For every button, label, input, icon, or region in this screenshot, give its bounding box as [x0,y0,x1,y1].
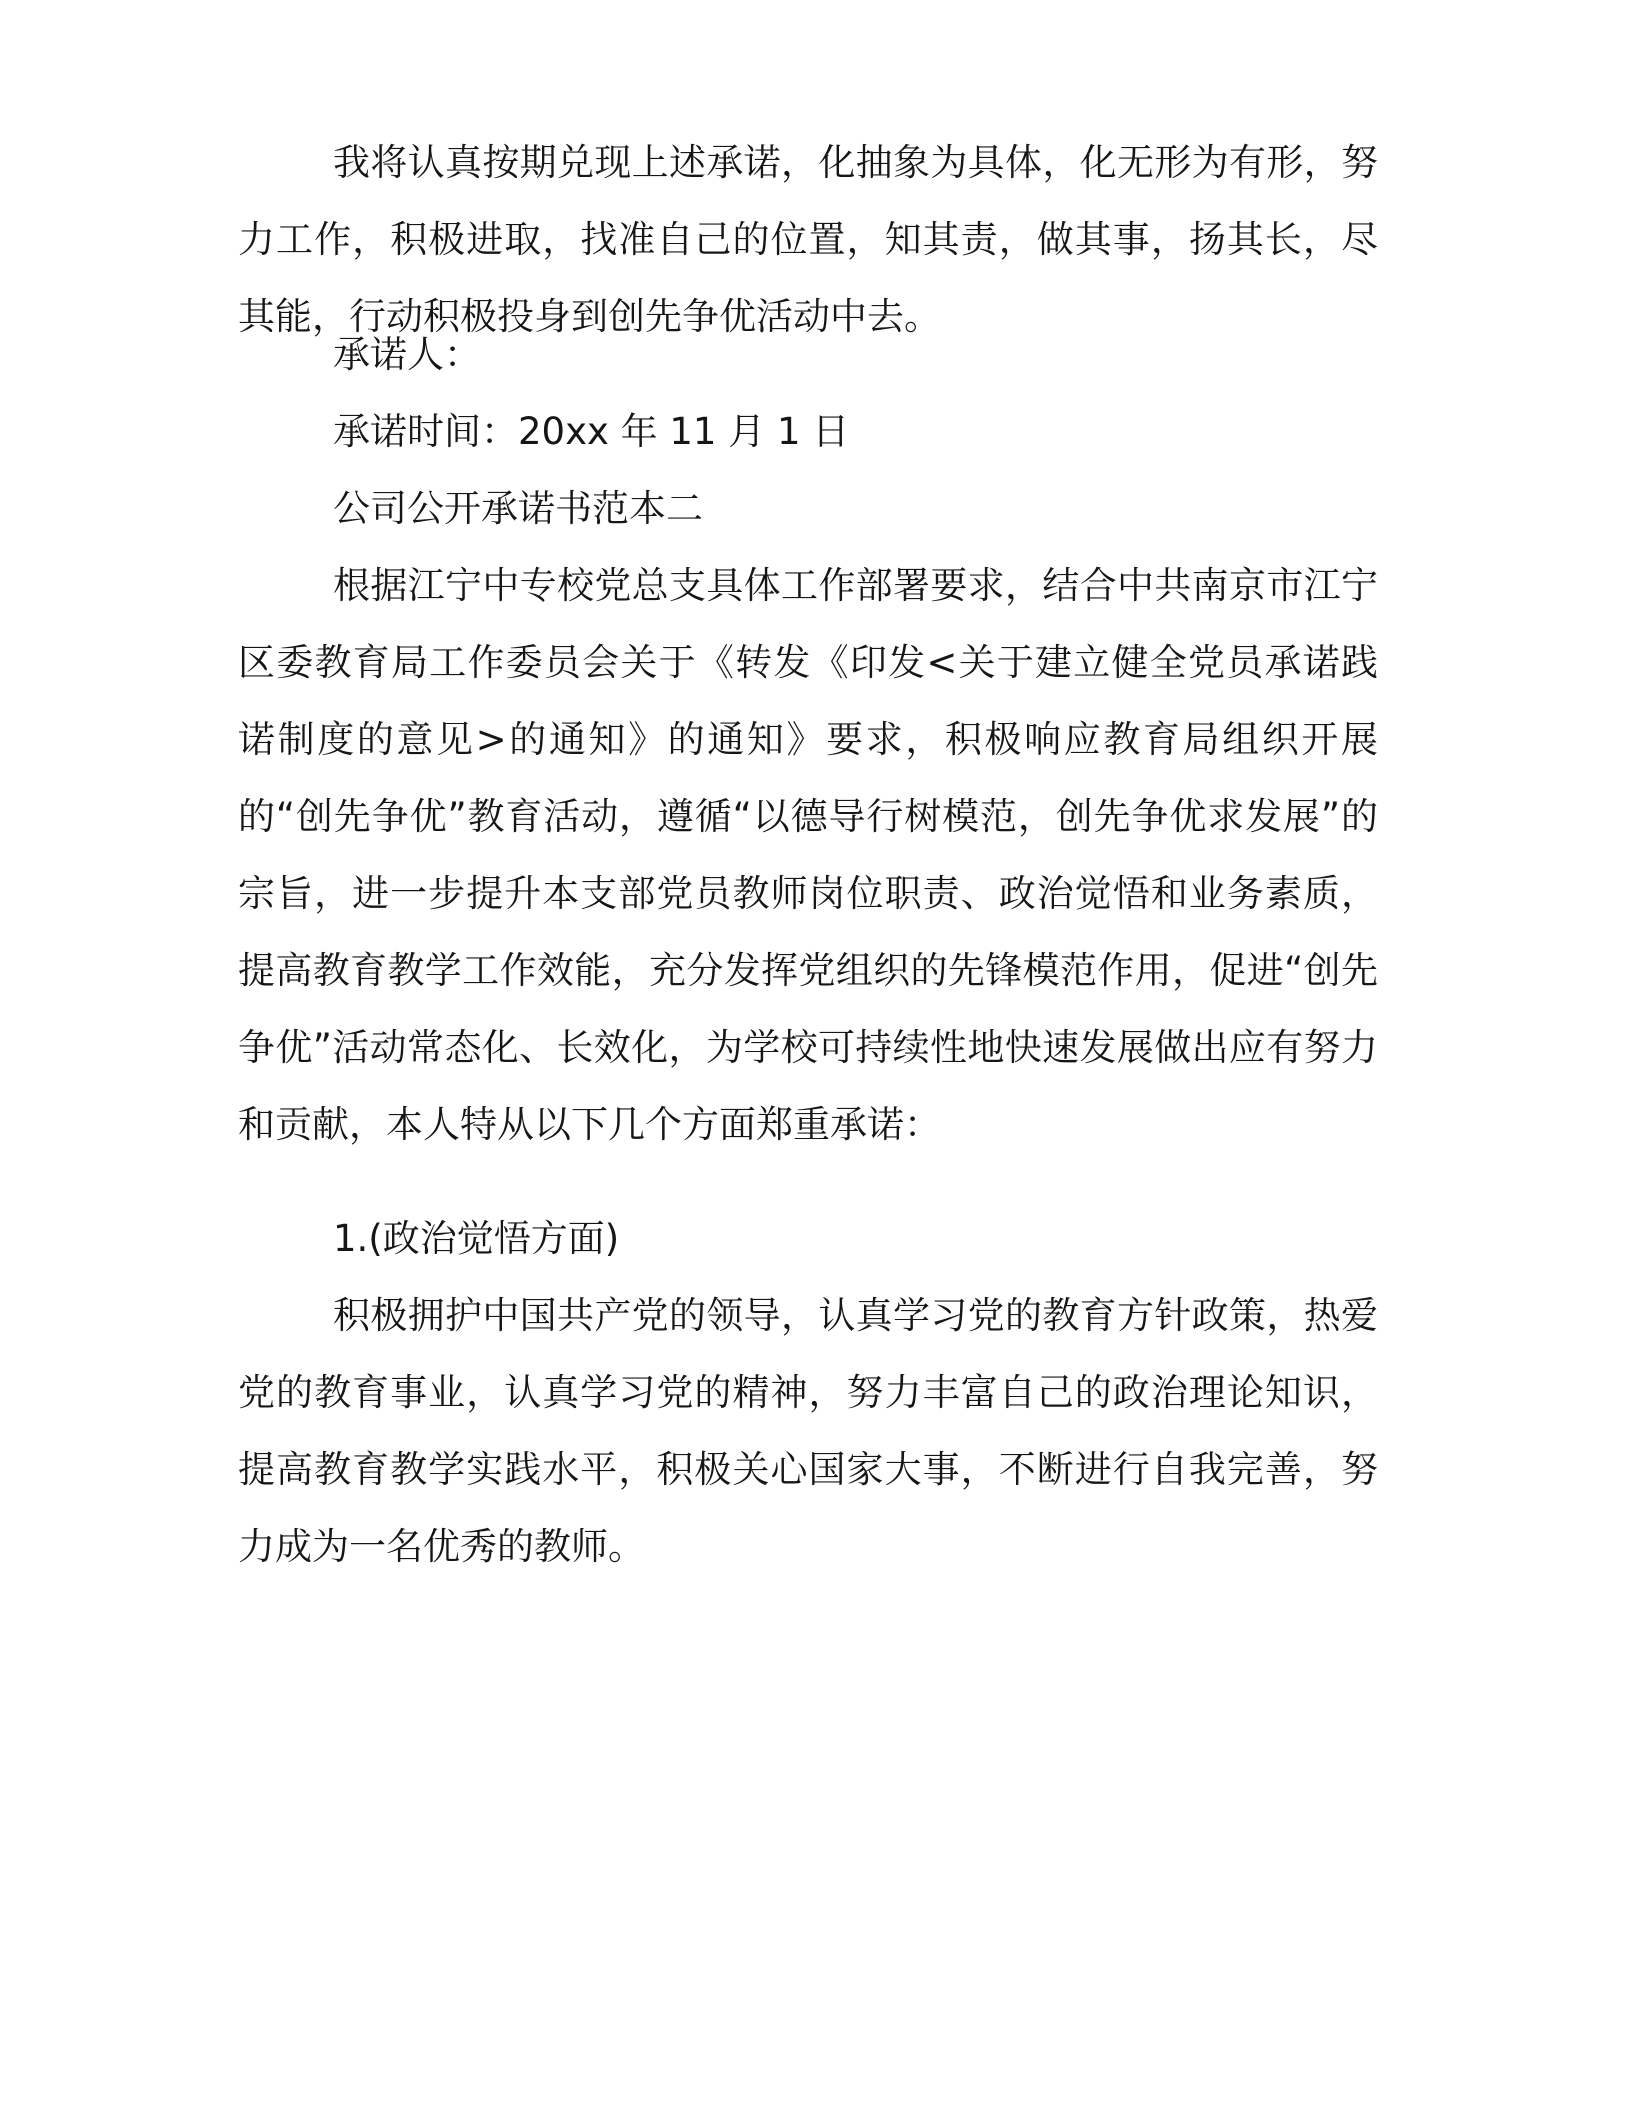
promise-date: 承诺时间：20xx 年 11 月 1 日 [333,410,850,453]
paragraph-commitment-fulfillment: 我将认真按期兑现上述承诺，化抽象为具体，化无形为有形，努力工作，积极进取，找准自己的位置，知其责，做其事，扬其长，尽其能，行动积极投身到创先争优活动中去。 [238,141,1378,338]
paragraph-background: 根据江宁中专校党总支具体工作部署要求，结合中共南京市江宁区委教育局工作委员会关于《转发《印发<关于建立健全党员承诺践诺制度的意见>的通知》的通知》要求，积极响应教育局组织开展的“创先争优”教育活动，遵循“以德导行树模范，创先争优求发展”的宗旨，进一步提升本支部党员教师岗位职责、政治觉悟和业务素质，提高教育教学工作效能，充分发挥党组织的先锋模范作用，促进“创先争优”活动常态化、长效化，为学校可持续性地快速发展做出应有努力和贡献，本人特从以下几个方面郑重承诺： [238,564,1378,1146]
item-1-heading: 1.(政治觉悟方面) [333,1217,620,1260]
promiser-label: 承诺人： [333,333,481,376]
section-title: 公司公开承诺书范本二 [333,487,703,530]
paragraph-political-awareness: 积极拥护中国共产党的领导，认真学习党的教育方针政策，热爱党的教育事业，认真学习党的精神，努力丰富自己的政治理论知识，提高教育教学实践水平，积极关心国家大事，不断进行自我完善，努力成为一名优秀的教师。 [238,1294,1378,1568]
